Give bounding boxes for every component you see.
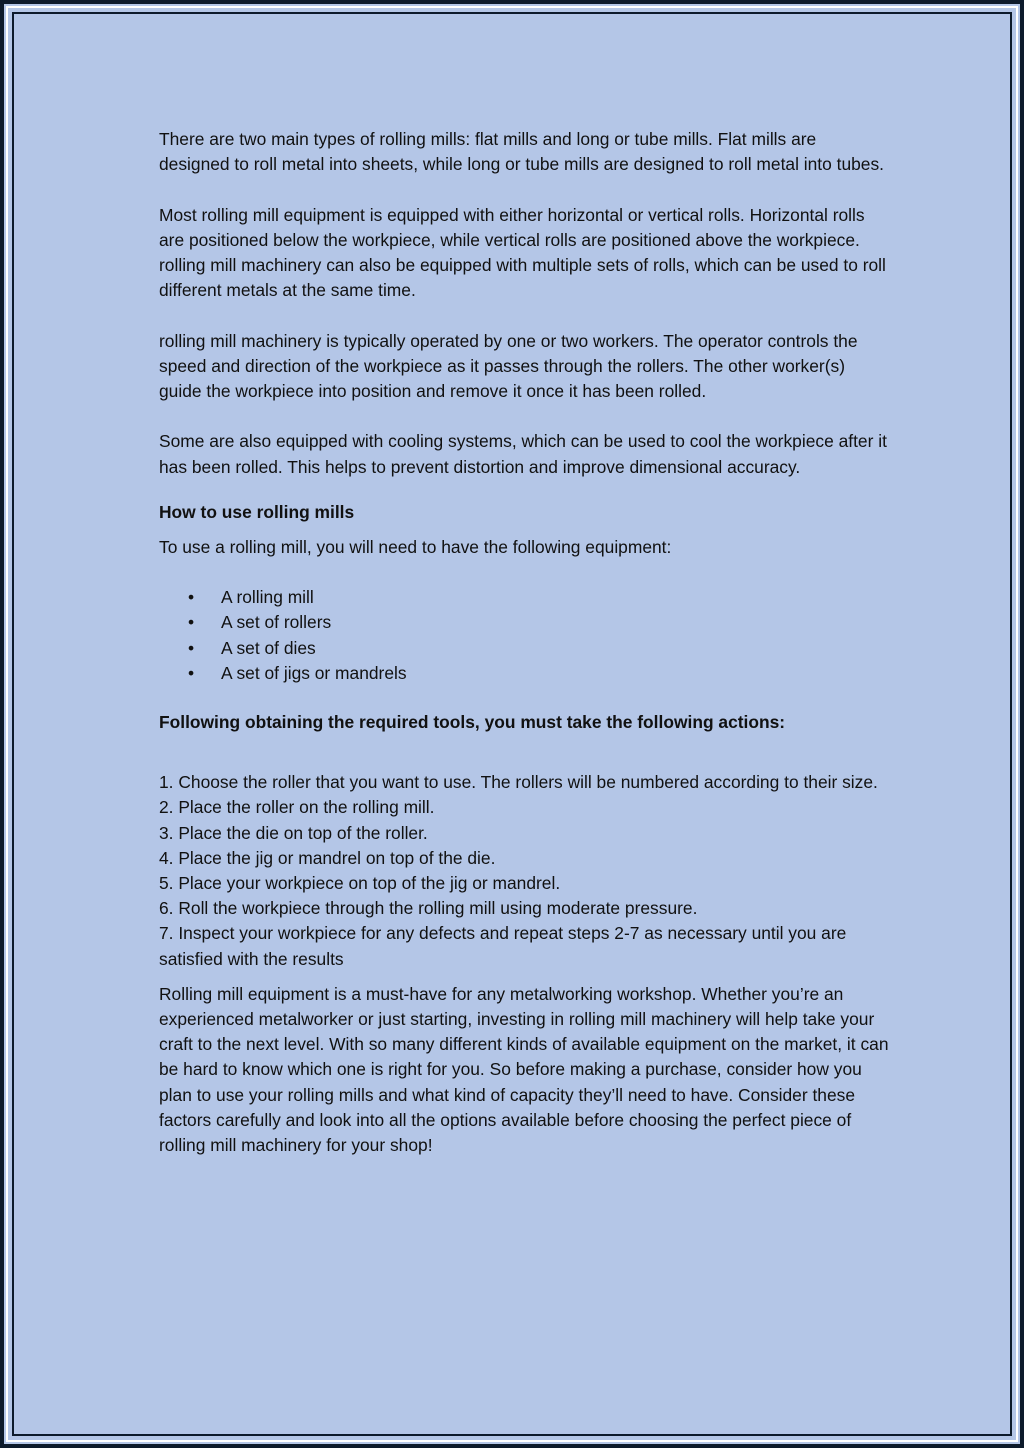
list-item xyxy=(159,661,889,686)
bullet-icon: • xyxy=(188,612,195,633)
paragraph-cooling: Some are also equipped with cooling systems, which can be used to cool the workpiece after it has been rolled. This helps to prevent distortion and improve dimensional accuracy. xyxy=(159,431,887,477)
step-item: 6. Roll the workpiece through the rolling mill using moderate pressure. xyxy=(159,898,698,919)
step-item: 4. Place the jig or mandrel on top of the die. xyxy=(159,847,496,868)
paragraph-operation: rolling mill machinery is typically operated by one or two workers. The operator controls the speed and direction of the workpiece as it passes through the rollers. The other worker(s) guide the workpiece into position and remove it once it has been rolled. xyxy=(159,330,858,401)
paragraph-rolls: Most rolling mill equipment is equipped with either horizontal or vertical rolls. Horizontal rolls are positioned below the workpiece, while vertical rolls are positioned above the workpiece. rolling mill machinery can also be equipped with multiple sets of rolls, which can be used to roll different metals at the same time. xyxy=(159,204,886,301)
bullet-icon: • xyxy=(188,587,195,608)
closing-paragraph: Rolling mill equipment is a must-have for any metalworking workshop. Whether you’re an experienced metalworker or just starting, investing in rolling mill machinery will help take your craft to the next level. With so many different kinds of available equipment on the market, it can be hard to know which one is right for you. So before making a purchase, consider how you plan to use your rolling mills and what kind of capacity they’ll need to have. Consider these factors carefully and look into all the options available before choosing the perfect piece of rolling mill machinery for your shop! xyxy=(159,983,889,1156)
step-item: 5. Place your workpiece on top of the jig or mandrel. xyxy=(159,873,561,894)
steps-list xyxy=(159,770,889,972)
list-item xyxy=(159,585,889,610)
actions-heading: Following obtaining the required tools, you must take the following actions: xyxy=(159,712,786,733)
step-item: 3. Place the die on top of the roller. xyxy=(159,822,428,843)
article-body xyxy=(159,127,889,1158)
bullet-icon: • xyxy=(188,662,195,683)
step-item: 7. Inspect your workpiece for any defects and repeat steps 2-7 as necessary until you are satisfied with the results xyxy=(159,923,847,969)
list-item xyxy=(159,610,889,635)
section-intro: To use a rolling mill, you will need to have the following equipment: xyxy=(159,537,672,557)
step-item: 2. Place the roller on the rolling mill. xyxy=(159,797,435,818)
list-item-text: A rolling mill xyxy=(221,587,314,608)
list-item xyxy=(159,636,889,661)
step-item: 1. Choose the roller that you want to use. The rollers will be numbered according to their size. xyxy=(159,772,878,793)
list-item-text: A set of jigs or mandrels xyxy=(221,662,407,683)
equipment-list xyxy=(159,585,889,686)
list-item-text: A set of dies xyxy=(221,637,316,658)
list-item-text: A set of rollers xyxy=(221,612,332,633)
section-heading: How to use rolling mills xyxy=(159,501,355,522)
paragraph-mill-types: There are two main types of rolling mills: flat mills and long or tube mills. Flat mills are designed to roll metal into sheets, while long or tube mills are designed to roll metal into tubes. xyxy=(159,129,885,175)
bullet-icon: • xyxy=(188,637,195,658)
